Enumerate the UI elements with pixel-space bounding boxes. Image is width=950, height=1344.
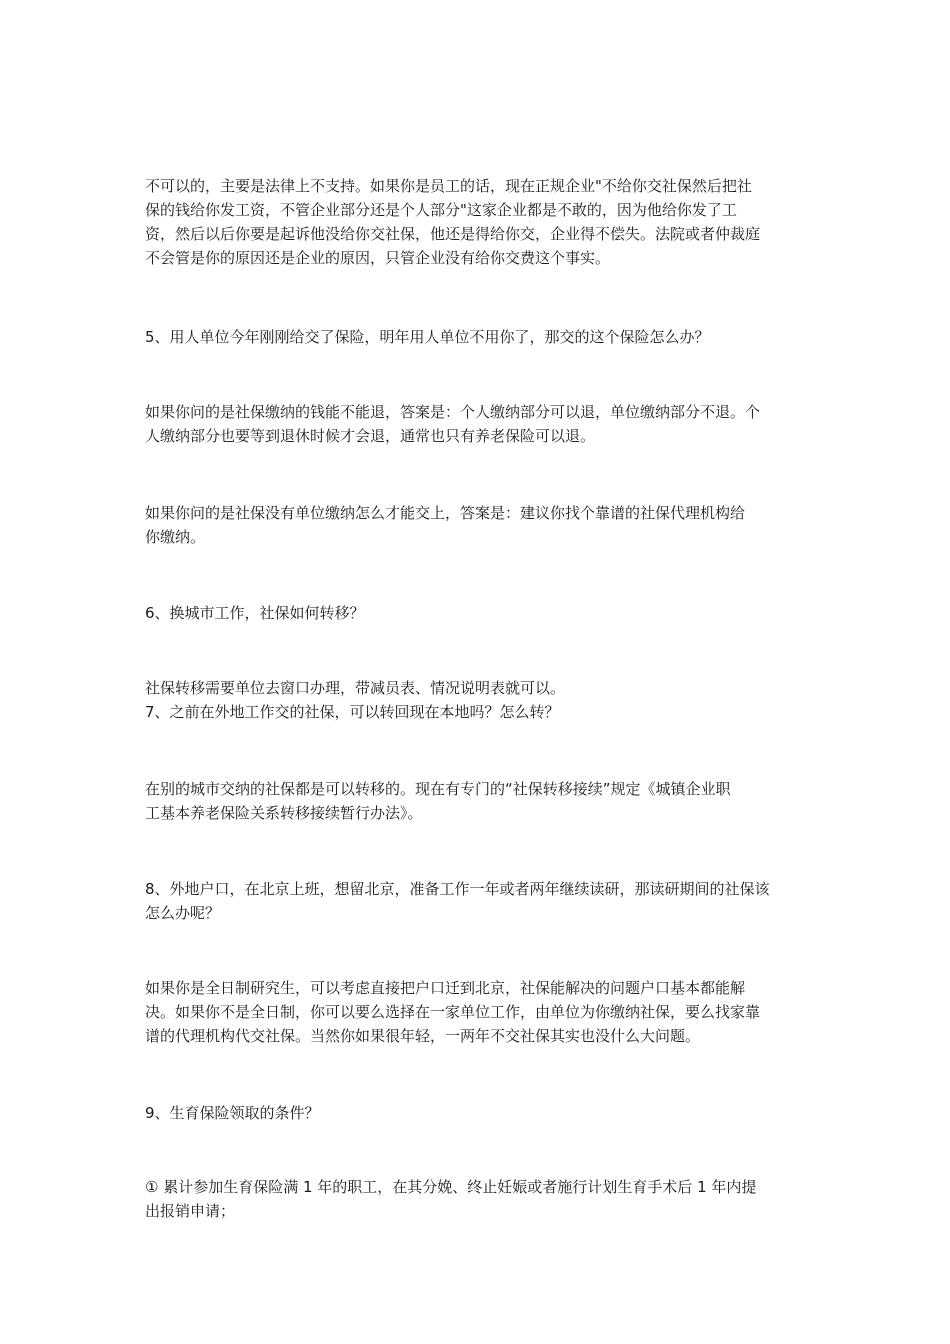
answer-paragraph-5a [145, 400, 810, 448]
text-line: 如果你问的是社保缴纳的钱能不能退，答案是：个人缴纳部分可以退，单位缴纳部分不退。个 [145, 403, 761, 421]
text-line: 保的钱给你发工资，不管企业部分还是个人部分"这家企业都是不敢的，因为他给你发了工 [145, 201, 737, 219]
text-line: 8、外地户口，在北京上班，想留北京，准备工作一年或者两年继续读研，那读研期间的社保该 [145, 880, 770, 898]
text-line: 5、用人单位今年刚刚给交了保险，明年用人单位不用你了，那交的这个保险怎么办？ [145, 328, 710, 346]
question-9 [145, 1101, 810, 1125]
text-line: 如果你是全日制研究生，可以考虑直接把户口迁到北京，社保能解决的问题户口基本都能解 [145, 979, 746, 997]
text-line: 决。如果你不是全日制，你可以要么选择在一家单位工作，由单位为你缴纳社保，要么找家靠 [145, 1003, 761, 1021]
question-6 [145, 601, 810, 625]
answer-paragraph-8 [145, 976, 810, 1048]
answer-paragraph-5b [145, 501, 810, 549]
text-line: 不可以的，主要是法律上不支持。如果你是员工的话，现在正规企业"不给你交社保然后把社 [145, 177, 752, 195]
text-line: 工基本养老保险关系转移接续暂行办法》。 [145, 804, 423, 822]
answer-paragraph-4 [145, 174, 810, 270]
text-line: 7、之前在外地工作交的社保，可以转回现在本地吗？怎么转？ [145, 703, 560, 721]
answer-paragraph-7 [145, 777, 810, 825]
text-line: 你缴纳。 [145, 528, 206, 546]
question-5 [145, 325, 810, 349]
text-line: 在别的城市交纳的社保都是可以转移的。现在有专门的“社保转移接续”规定《城镇企业职 [145, 780, 731, 798]
question-8 [145, 877, 810, 925]
text-line: 谱的代理机构代交社保。当然你如果很年轻，一两年不交社保其实也没什么大问题。 [145, 1027, 701, 1045]
text-line: 资，然后以后你要是起诉他没给你交社保，他还是得给你交，企业得不偿失。法院或者仲裁庭 [145, 225, 761, 243]
text-line: ① 累计参加生育保险满 1 年的职工，在其分娩、终止妊娠或者施行计划生育手术后 1 年内提 [145, 1178, 757, 1196]
answer-6-and-question-7 [145, 676, 810, 724]
text-line: 6、换城市工作，社保如何转移？ [145, 604, 365, 622]
text-line: 如果你问的是社保没有单位缴纳怎么才能交上，答案是：建议你找个靠谱的社保代理机构给 [145, 504, 746, 522]
text-line: 怎么办呢？ [145, 904, 221, 922]
text-line: 人缴纳部分也要等到退休时候才会退，通常也只有养老保险可以退。 [145, 427, 596, 445]
text-line: 9、生育保险领取的条件？ [145, 1104, 320, 1122]
text-line: 出报销申请； [145, 1202, 236, 1220]
text-line: 不会管是你的原因还是企业的原因，只管企业没有给你交费这个事实。 [145, 249, 611, 267]
answer-paragraph-9 [145, 1175, 810, 1223]
text-line: 社保转移需要单位去窗口办理，带减员表、情况说明表就可以。 [145, 679, 566, 697]
